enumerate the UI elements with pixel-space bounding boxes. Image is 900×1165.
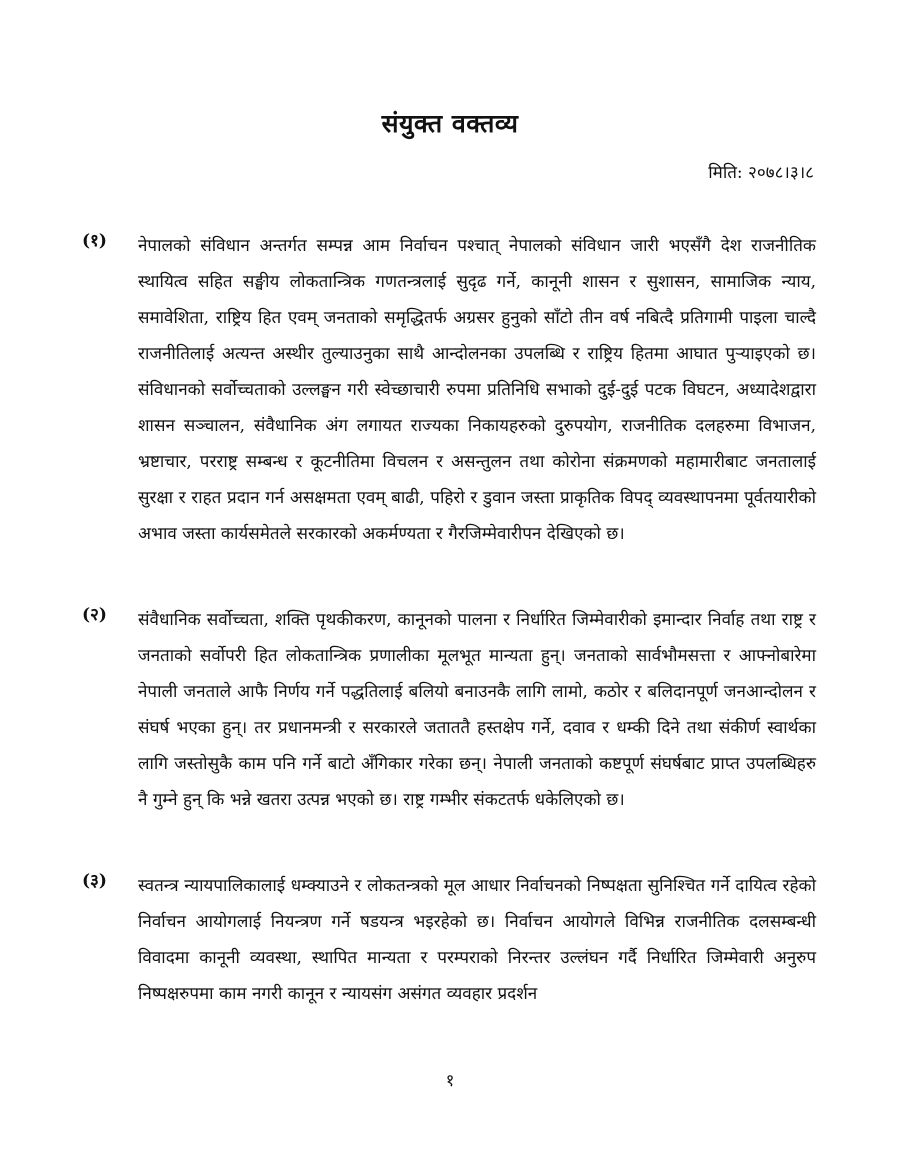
page-number: १	[445, 1071, 455, 1091]
paragraph-1	[82, 228, 816, 552]
paragraph-text: नेपालको संविधान अन्तर्गत सम्पन्न आम निर्वाचन पश्चात् नेपालको संविधान जारी भएसँगै देश राजनीतिक स्थायित्व सहित सङ्घीय लोकतान्त्रिक गणतन्त्रलाई सुदृढ गर्ने, कानूनी शासन र सुशासन, सामाजिक न्याय, समावेशिता, राष्ट्रिय हित एवम् जनताको समृद्धितर्फ अग्रसर हुनुको साँटो तीन वर्ष नबित्दै प्रतिगामी पाइला चाल्दै राजनीतिलाई अत्यन्त अस्थीर तुल्याउनुका साथै आन्दोलनका उपलब्धि र राष्ट्रिय हितमा आघात पुऱ्याइएको छ। संविधानको सर्वोच्चताको उल्लङ्घन गरी स्वेच्छाचारी रुपमा प्रतिनिधि सभाको दुई-दुई पटक विघटन, अध्यादेशद्वारा शासन सञ्चालन, संवैधानिक अंग लगायत राज्यका निकायहरुको दुरुपयोग, राजनीतिक दलहरुमा विभाजन, भ्रष्टाचार, परराष्ट्र सम्बन्ध र कूटनीतिमा विचलन र असन्तुलन तथा कोरोना संक्रमणको महामारीबाट जनतालाई सुरक्षा र राहत प्रदान गर्न असक्षमता एवम् बाढी, पहिरो र डुवान जस्ता प्राकृतिक विपद् व्यवस्थापनमा पूर्वतयारीको अभाव जस्ता कार्यसमेतले सरकारको अकर्मण्यता र गैरजिम्मेवारीपन देखिएको छ।	[138, 236, 816, 544]
paragraph-2	[82, 602, 816, 818]
paragraph-number: (२)	[82, 605, 107, 625]
paragraph-text: संवैधानिक सर्वोच्चता, शक्ति पृथकीकरण, कानूनको पालना र निर्धारित जिम्मेवारीको इमान्दार निर्वाह तथा राष्ट्र र जनताको सर्वोपरी हित लोकतान्त्रिक प्रणालीका मूलभूत मान्यता हुन्। जनताको सार्वभौमसत्ता र आफ्नोबारेमा नेपाली जनताले आफै निर्णय गर्ने पद्धतिलाई बलियो बनाउनकै लागि लामो, कठोर र बलिदानपूर्ण जनआन्दोलन र संघर्ष भएका हुन्। तर प्रधानमन्त्री र सरकारले जताततै हस्तक्षेप गर्ने, दवाव र धम्की दिने तथा संकीर्ण स्वार्थका लागि जस्तोसुकै काम पनि गर्ने बाटो अँगिकार गरेका छन्। नेपाली जनताको कष्टपूर्ण संघर्षबाट प्राप्त उपलब्धिहरु नै गुम्ने हुन् कि भन्ने खतरा उत्पन्न भएको छ। राष्ट्र गम्भीर संकटतर्फ धकेलिएको छ।	[138, 610, 816, 810]
document-date: मिति: २०७८।३।८	[708, 163, 814, 183]
paragraph-number: (१)	[82, 231, 107, 251]
paragraph-3	[82, 868, 816, 1012]
document-title: संयुक्त वक्तव्य	[381, 109, 519, 138]
paragraph-number: (३)	[82, 871, 107, 891]
paragraph-text: स्वतन्त्र न्यायपालिकालाई धम्क्याउने र लोकतन्त्रको मूल आधार निर्वाचनको निष्पक्षता सुनिश्चित गर्ने दायित्व रहेको निर्वाचन आयोगलाई नियन्त्रण गर्ने षडयन्त्र भइरहेको छ। निर्वाचन आयोगले विभिन्न राजनीतिक दलसम्बन्धी विवादमा कानूनी व्यवस्था, स्थापित मान्यता र परम्पराको निरन्तर उल्लंघन गर्दै निर्धारित जिम्मेवारी अनुरुप निष्पक्षरुपमा काम नगरी कानून र न्यायसंग असंगत व्यवहार प्रदर्शन	[138, 876, 816, 1004]
